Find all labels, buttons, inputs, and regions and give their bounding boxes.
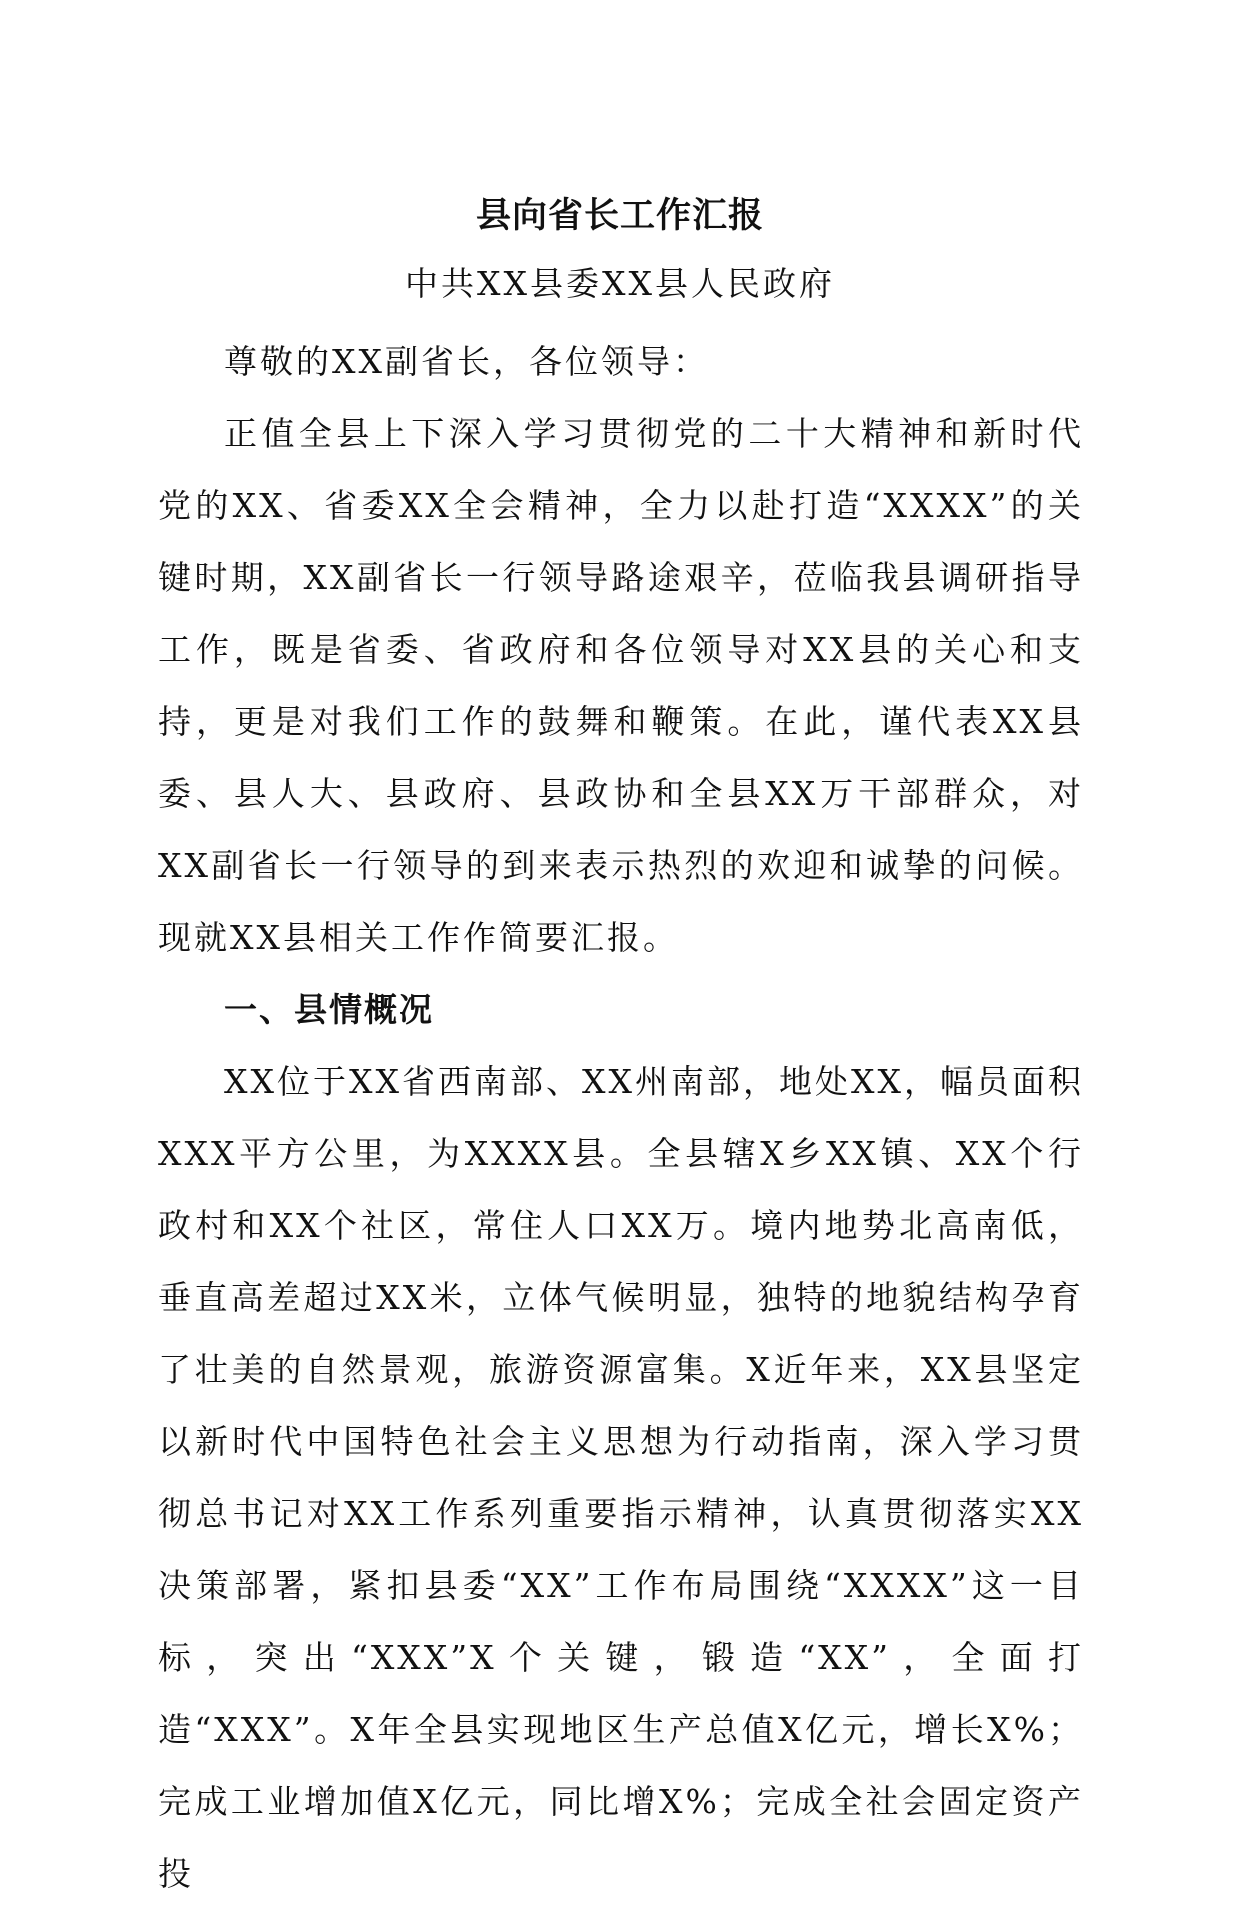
section-heading: 一、县情概况 (224, 990, 434, 1029)
document-body (158, 326, 1084, 1910)
intro-paragraph: 正值全县上下深入学习贯彻党的二十大精神和新时代党的XX、省委XX全会精神，全力以赴打造“XXXX”的关键时期，XX副省长一行领导路途艰辛，莅临我县调研指导工作，既是省委、省政府和各位领导对XX县的关心和支持，更是对我们工作的鼓舞和鞭策。在此，谨代表XX县委、县人大、县政府、县政协和全县XX万干部群众，对XX副省长一行领导的到来表示热烈的欢迎和诚挚的问候。现就XX县相关工作作简要汇报。 (158, 414, 1084, 957)
salutation: 尊敬的XX副省长，各位领导： (224, 342, 709, 381)
document-author: 中共XX县委XX县人民政府 (405, 264, 835, 303)
document-title: 县向省长工作汇报 (475, 196, 764, 236)
section-paragraph: XX位于XX省西南部、XX州南部，地处XX，幅员面积XXX平方公里，为XXXX县。全县辖X乡XX镇、XX个行政村和XX个社区，常住人口XX万。境内地势北高南低，垂直高差超过XX米，立体气候明显，独特的地貌结构孕育了壮美的自然景观，旅游资源富集。X近年来，XX县坚定以新时代中国特色社会主义思想为行动指南，深入学习贯彻总书记对XX工作系列重要指示精神，认真贯彻落实XX决策部署，紧扣县委“XX”工作布局围绕“XXXX”这一目标，突出“XXX”X个关键，锻造“XX”，全面打造“XXX”。X年全县实现地区生产总值X亿元，增长X%；完成工业增加值X亿元，同比增X%；完成全社会固定资产投 (158, 1062, 1084, 1893)
